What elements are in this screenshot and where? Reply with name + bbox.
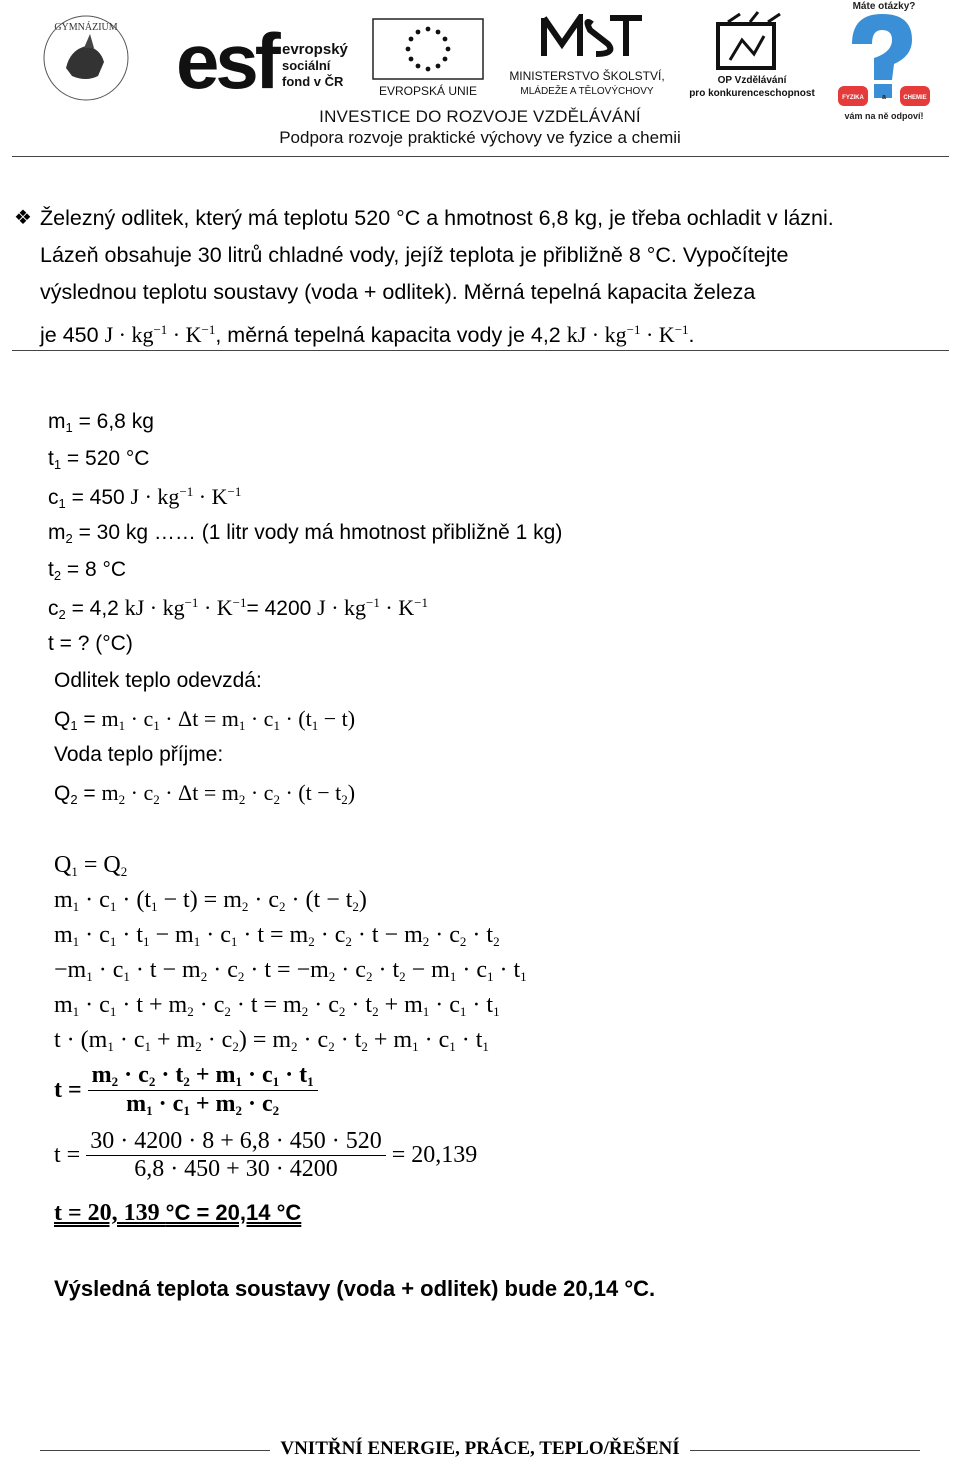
svg-text:fond v ČR: fond v ČR	[282, 74, 344, 89]
given-c2: $c_2 = 4,2$ kJ · $kg^{-1} \cdot K^{-1}= 4200$ $J \cdot kg^{-1} \cdot K^{-1}$	[48, 595, 428, 622]
mate-otazky-logo	[834, 0, 934, 122]
svg-text:esf: esf	[176, 18, 277, 98]
task-line: je 450 $J \cdot kg^{-1} \cdot K^{-1}$, měrná tepelná kapacita vody je 4,2 kJ · $kg^{-1} \cdot K^{-1}$.	[40, 322, 695, 347]
eq-step2: $m_1 \cdot c_1 \cdot t_1 - m_1 \cdot c_1 \cdot t = m_2 \cdot c_2 \cdot t - m_2 \cdot c_2 \cdot t_2$	[54, 922, 500, 949]
eq-step3: $-m_1 \cdot c_1 \cdot t - m_2 \cdot c_2 \cdot t = -m_2 \cdot c_2 \cdot t_2 - m_1 \cdot c_1 \cdot t_1$	[54, 957, 527, 984]
svg-text:GYMNÁZIUM: GYMNÁZIUM	[54, 22, 118, 33]
eq-step4: $m_1 \cdot c_1 \cdot t + m_2 \cdot c_2 \cdot t = m_2 \cdot c_2 \cdot t_2 + m_1 \cdot c_1 \cdot t_1$	[54, 992, 500, 1019]
task-statement	[40, 200, 945, 354]
svg-text:pro konkurenceschopnost: pro konkurenceschopnost	[689, 88, 815, 99]
eq-step5: $t \cdot (m_1 \cdot c_1 + m_2 \cdot c_2) = m_2 \cdot c_2 \cdot t_2 + m_1 \cdot c_1 \cdot t_1$	[54, 1027, 489, 1054]
eq-step1: $m_1 \cdot c_1 \cdot (t_1 - t) = m_2 \cdot c_2 \cdot (t - t_2)$	[54, 887, 367, 914]
eq-final: t = 20, 139 °C = 20,14 °C	[54, 1200, 302, 1226]
result-sentence: Výsledná teplota soustavy (voda + odlitek) bude 20,14 °C.	[54, 1276, 656, 1301]
given-m2: $m_2 = 30$ kg …… (1 litr vody má hmotnost přibližně 1 kg)	[48, 521, 563, 546]
given-m1: $m_1 = 6,8$ kg	[48, 410, 154, 435]
svg-text:a: a	[882, 94, 886, 101]
diamond-bullet-icon: ❖	[14, 207, 32, 229]
given-t1: $t_1 = 520$ °C	[48, 447, 150, 472]
svg-text:vám na ně odpoví!: vám na ně odpoví!	[844, 111, 924, 121]
given-c1: $c_1 = 450$ $J \cdot kg^{-1} \cdot K^{-1}$	[48, 484, 242, 511]
podpora-subtitle: Podpora rozvoje praktické výchovy ve fyzice a chemii	[279, 128, 681, 147]
task-line: Železný odlitek, který má teplotu 520 °C a hmotnost 6,8 kg, je třeba ochladit v lázni.	[40, 206, 834, 230]
task-line: Lázeň obsahuje 30 litrů chladné vody, jejíž teplota je přibližně 8 °C. Vypočítejte	[40, 243, 789, 267]
op-vzdelavani-logo	[688, 10, 816, 100]
q1-equation: $Q_1 = m_1 \cdot c_1 \cdot \Delta t = m_1 \cdot c_1 \cdot (t_1 - t)$	[54, 706, 356, 733]
eq-numeric: t = $\frac{30 \cdot 4200 \cdot 8 + 6,8 \cdot 450 \cdot 520}{6,8 \cdot 450 + 30 \cdot 4200}$ = 20,139	[54, 1128, 478, 1182]
q2-equation: $Q_2 = m_2 \cdot c_2 \cdot \Delta t = m_2 \cdot c_2 \cdot (t - t_2)$	[54, 780, 356, 807]
svg-text:EVROPSKÁ UNIE: EVROPSKÁ UNIE	[378, 84, 478, 98]
given-t2: $t_2 = 8$ °C	[48, 558, 127, 583]
svg-text:MINISTERSTVO ŠKOLSTVÍ,: MINISTERSTVO ŠKOLSTVÍ,	[509, 69, 665, 83]
header-divider	[12, 156, 949, 157]
eu-flag-logo	[372, 18, 484, 98]
footer-divider-right	[690, 1450, 920, 1451]
footer-title: VNITŘNÍ ENERGIE, PRÁCE, TEPLO/ŘEŠENÍ	[280, 1438, 680, 1459]
voda-label: Voda teplo příjme:	[54, 743, 224, 766]
svg-text:Máte otázky?: Máte otázky?	[852, 1, 916, 12]
given-t-unknown: t = ? (°C)	[48, 632, 133, 655]
task-line: výslednou teplotu soustavy (voda + odlitek). Měrná tepelná kapacita železa	[40, 280, 756, 304]
task-divider	[12, 350, 949, 351]
msmt-logo	[492, 14, 682, 98]
esf-logo	[176, 18, 366, 98]
eq-balance: $Q_1 = Q_2$	[54, 852, 128, 879]
investice-title: INVESTICE DO ROZVOJE VZDĚLÁVÁNÍ	[319, 107, 641, 126]
svg-text:FYZIKA: FYZIKA	[842, 95, 864, 101]
odlitek-label: Odlitek teplo odevzdá:	[54, 669, 262, 692]
gymnazium-logo	[40, 12, 132, 104]
svg-text:MLÁDEŽE A TĚLOVÝCHOVY: MLÁDEŽE A TĚLOVÝCHOVY	[520, 86, 654, 97]
svg-text:OP Vzdělávání: OP Vzdělávání	[717, 75, 787, 86]
svg-text:evropský: evropský	[282, 41, 348, 58]
eq-formula: t = $\frac{m_2 \cdot c_2 \cdot t_2 + m_1 \cdot c_1 \cdot t_1}{m_1 \cdot c_1 + m_2 \cdot c_2}$	[54, 1062, 318, 1119]
svg-text:CHEMIE: CHEMIE	[903, 95, 927, 101]
svg-text:sociální: sociální	[282, 58, 331, 73]
